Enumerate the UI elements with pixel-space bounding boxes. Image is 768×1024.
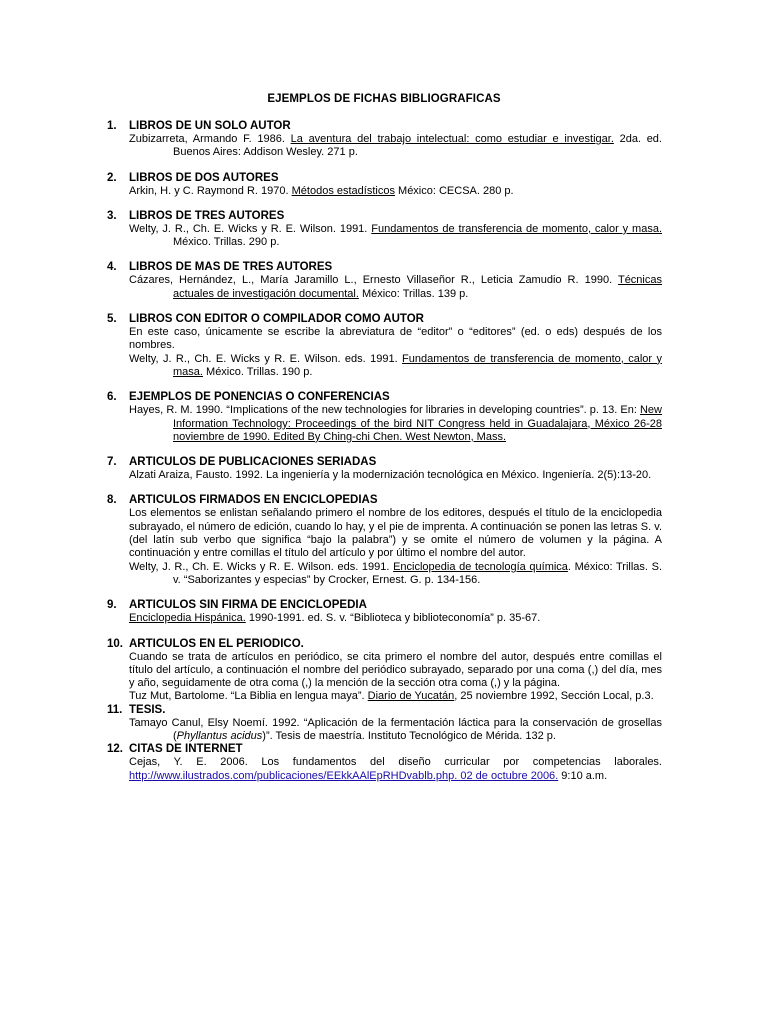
- section-number: 4.: [107, 261, 117, 274]
- section-heading: LIBROS CON EDITOR O COMPILADOR COMO AUTOR: [129, 313, 424, 326]
- section-heading: EJEMPLOS DE PONENCIAS O CONFERENCIAS: [129, 391, 390, 404]
- citation-entry: Welty, J. R., Ch. E. Wicks y R. E. Wilson. eds. 1991. Fundamentos de transferencia de momento, calor y masa. México. Trillas. 190 p.: [129, 352, 662, 378]
- section-heading: LIBROS DE TRES AUTORES: [129, 209, 285, 222]
- section-7: [107, 456, 662, 482]
- section-number: 8.: [107, 494, 117, 507]
- section-number: 12.: [107, 743, 123, 756]
- section-description: Cuando se trata de artículos en periódico, se cita primero el nombre del autor, después entre comillas el título del artículo, a continuación el nombre del periódico subrayado, separado por una coma (,) del día, mes y año, seguidamente de otra coma (,) la mención de la sección otra coma (,) y la página.: [129, 650, 662, 690]
- section-heading: LIBROS DE DOS AUTORES: [129, 171, 279, 184]
- section-1: [107, 120, 662, 160]
- section-number: 2.: [107, 171, 117, 184]
- citation-entry: Cejas, Y. E. 2006. Los fundamentos del diseño curricular por competencias laborales. http://www.ilustrados.com/publicaciones/EEkkAAlEpRHDvablb.php. 02 de octubre 2006. 9:10 a.m.: [129, 756, 662, 782]
- citation-entry: Arkin, H. y C. Raymond R. 1970. Métodos estadísticos México: CECSA. 280 p.: [129, 184, 514, 197]
- page-title: EJEMPLOS DE FICHAS BIBLIOGRAFICAS: [267, 93, 501, 105]
- section-heading: CITAS DE INTERNET: [129, 743, 243, 756]
- section-description: En este caso, únicamente se escribe la abreviatura de “editor” o “editores” (ed. o eds) después de los nombres.: [129, 326, 662, 352]
- section-heading: ARTICULOS SIN FIRMA DE ENCICLOPEDIA: [129, 599, 367, 612]
- section-heading: ARTICULOS DE PUBLICACIONES SERIADAS: [129, 456, 377, 469]
- citation-entry: Cázares, Hernández, L., María Jaramillo L., Ernesto Villaseñor R., Leticia Zamudio R. 1990. Técnicas actuales de investigación documental. México: Trillas. 139 p.: [129, 274, 662, 300]
- section-4: [107, 261, 662, 301]
- section-11: [107, 703, 662, 744]
- section-heading: TESIS.: [129, 703, 166, 716]
- citation-entry: Enciclopedia Hispánica. 1990-1991. ed. S. v. “Biblioteca y biblioteconomía” p. 35-67.: [129, 612, 541, 625]
- section-number: 3.: [107, 209, 117, 222]
- section-number: 6.: [107, 391, 117, 404]
- citation-entry: Alzati Araiza, Fausto. 1992. La ingeniería y la modernización tecnológica en México. Ingeniería. 2(5):13-20.: [129, 469, 652, 482]
- citation-entry: Hayes, R. M. 1990. “Implications of the new technologies for libraries in developing countries”. p. 13. En: New Information Technology: Proceedings of the bird NIT Congress held in Guadalajara, México 26-28 noviembre de 1990. Edited By Ching-chi Chen. West Newton, Mass.: [129, 404, 662, 443]
- citation-entry: Tamayo Canul, Elsy Noemí. 1992. “Aplicación de la fermentación láctica para la conservación de grosellas (Phyllantus acidus)”. Tesis de maestría. Instituto Tecnológico de Mérida. 132 p.: [129, 716, 662, 743]
- section-6: [107, 391, 662, 444]
- section-5: [107, 313, 662, 379]
- section-number: 9.: [107, 599, 117, 612]
- section-number: 5.: [107, 313, 117, 326]
- section-2: [107, 171, 662, 198]
- citation-url-link[interactable]: http://www.ilustrados.com/publicaciones/EEkkAAlEpRHDvablb.php. 02 de octubre 2006.: [129, 769, 559, 782]
- section-heading: ARTICULOS EN EL PERIODICO.: [129, 637, 304, 650]
- section-heading: ARTICULOS FIRMADOS EN ENCICLOPEDIAS: [129, 494, 378, 507]
- section-description: Los elementos se enlistan señalando primero el nombre de los editores, después el título de la enciclopedia subrayado, el número de edición, cuando lo hay, y el pie de imprenta. A continuación se ponen las letras S. v. (del latín sub verbo que significa “bajo la palabra”) y se omite el número de volumen y la página. A continuación y entre comillas el título del artículo y por último el nombre del autor.: [129, 507, 662, 560]
- section-12: [107, 743, 662, 783]
- citation-entry: Welty, J. R., Ch. E. Wicks y R. E. Wilson. eds. 1991. Enciclopedia de tecnología química. México: Trillas. S. v. “Saborizantes y especias” by Crocker, Ernest. G. p. 134-156.: [129, 560, 663, 586]
- section-10: [107, 637, 662, 704]
- citation-entry: Tuz Mut, Bartolome. “La Biblia en lengua maya”. Diario de Yucatán, 25 noviembre 1992, Sección Local, p.3.: [129, 690, 654, 703]
- section-heading: LIBROS DE UN SOLO AUTOR: [129, 120, 291, 132]
- section-3: [107, 209, 662, 250]
- section-heading: LIBROS DE MAS DE TRES AUTORES: [129, 261, 333, 274]
- citation-entry: Zubizarreta, Armando F. 1986. La aventura del trabajo intelectual: como estudiar e investigar. 2da. ed. Buenos Aires: Addison Wesley. 271 p.: [129, 133, 662, 159]
- bibliography-list: [0, 120, 768, 783]
- section-number: 11.: [107, 703, 123, 716]
- section-9: [107, 599, 662, 625]
- section-number: 7.: [107, 456, 117, 469]
- section-number: 1.: [107, 120, 117, 132]
- section-number: 10.: [107, 637, 123, 650]
- citation-entry: Welty, J. R., Ch. E. Wicks y R. E. Wilson. 1991. Fundamentos de transferencia de momento, calor y masa. México. Trillas. 290 p.: [129, 222, 662, 249]
- section-8: [107, 494, 663, 587]
